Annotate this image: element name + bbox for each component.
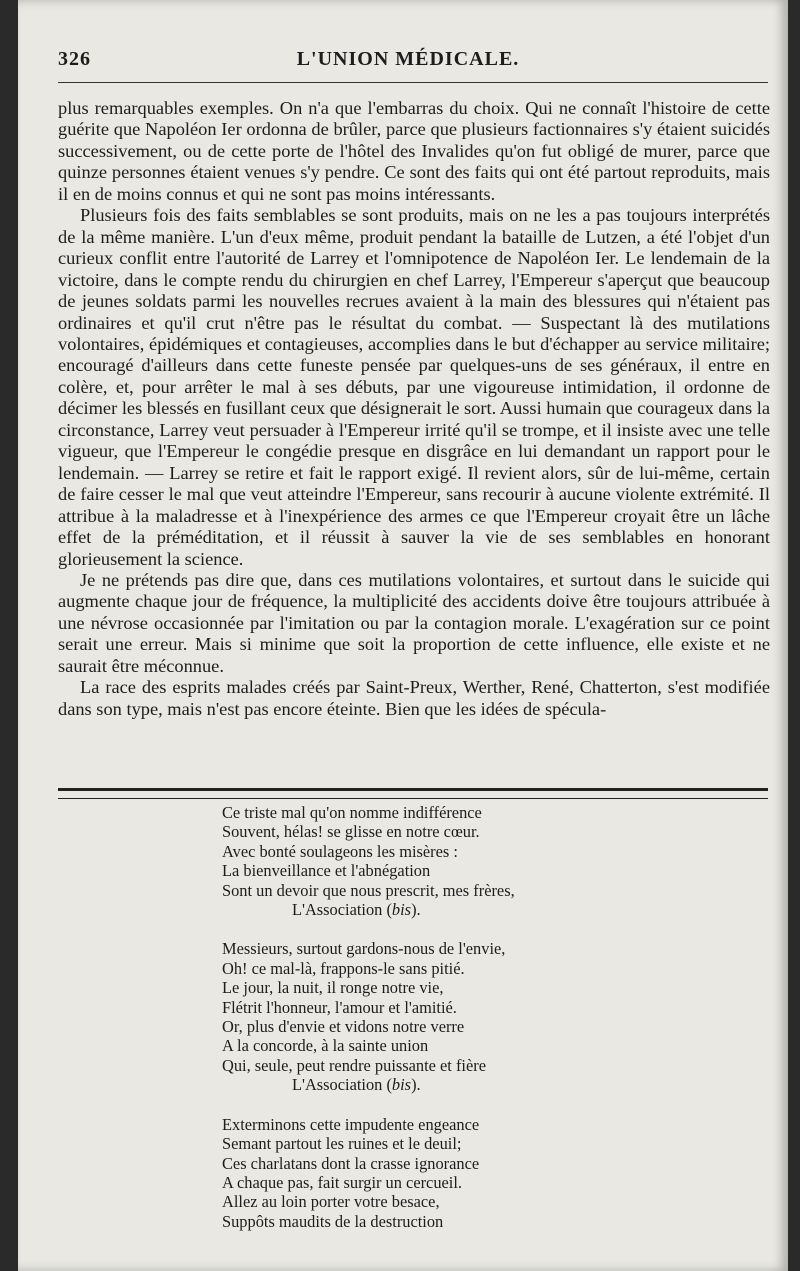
- verse-line: Messieurs, surtout gardons-nous de l'envie,: [222, 939, 506, 959]
- verse-line: Allez au loin porter votre besace,: [222, 1192, 440, 1212]
- journal-title: L'UNION MÉDICALE.: [296, 48, 520, 70]
- verse-line: Ces charlatans dont la crasse ignorance: [222, 1153, 480, 1173]
- document-page: [18, 0, 788, 1271]
- section-divider: [58, 788, 768, 799]
- refrain-text: L'Association: [292, 900, 383, 920]
- verse-line: Qui, seule, peut rendre puissante et fière: [222, 1055, 486, 1075]
- verse-line: Flétrit l'honneur, l'amour et l'amitié.: [222, 997, 457, 1017]
- verse-line: Avec bonté soulageons les misères :: [222, 841, 458, 861]
- verse-line: Oh! ce mal-là, frappons-le sans pitié.: [222, 958, 465, 978]
- verse-line: A la concorde, à la sainte union: [222, 1036, 429, 1056]
- verse-line: Sont un devoir que nous prescrit, mes frères,: [222, 880, 515, 900]
- paragraph: plus remarquables exemples. On n'a que l'embarras du choix. Qui ne connaît l'histoire de cette guérite que Napoléon Ier ordonna de brûler, parce que plusieurs factionnaires s'y étaient suicidés successivement, ou de cette porte de l'hôtel des Invalides qu'on fut obligé de murer, parce que quinze personnes étaient venues s'y pendre. Ce sont des faits qui ont été partout reproduits, mais il en de moins connus et qui ne sont pas moins intéressants.: [58, 98, 770, 204]
- verse-line: Le jour, la nuit, il ronge notre vie,: [222, 978, 444, 998]
- page-header: [58, 46, 758, 76]
- refrain: L'Association (bis).: [292, 900, 421, 920]
- verse-line: Or, plus d'envie et vidons notre verre: [222, 1017, 465, 1037]
- verse-line: A chaque pas, fait surgir un cercueil.: [222, 1172, 463, 1192]
- stanza-2: [222, 939, 642, 1094]
- page-number: 326: [58, 48, 91, 70]
- paragraph: Je ne prétends pas dire que, dans ces mutilations volontaires, et surtout dans le suicide qui augmente chaque jour de fréquence, la multiplicité des accidents doive être toujours attribuée à une névrose occasionnée par l'imitation ou par la contagion morale. L'exagération sur ce point serait une erreur. Mais si minime que soit la proportion de cette influence, elle existe et ne saurait être méconnue.: [58, 569, 770, 676]
- header-rule: [58, 82, 768, 83]
- verse-line: Suppôts maudits de la destruction: [222, 1211, 444, 1231]
- song-verses: [222, 803, 642, 1251]
- paragraph: La race des esprits malades créés par Saint-Preux, Werther, René, Chatterton, s'est modifiée dans son type, mais n'est pas encore éteinte. Bien que les idées de spécula-: [58, 677, 770, 719]
- refrain-suffix: bis: [391, 900, 412, 920]
- refrain: L'Association (bis).: [292, 1075, 421, 1095]
- verse-line: Exterminons cette impudente engeance: [222, 1114, 480, 1134]
- verse-line: Semant partout les ruines et le deuil;: [222, 1134, 462, 1154]
- verse-line: Souvent, hélas! se glisse en notre cœur.: [222, 822, 480, 842]
- article-body: [58, 98, 770, 720]
- refrain-text: L'Association: [292, 1075, 383, 1095]
- refrain-suffix: bis: [391, 1075, 412, 1095]
- verse-line: La bienveillance et l'abnégation: [222, 861, 431, 881]
- verse-line: Ce triste mal qu'on nomme indifférence: [222, 803, 482, 822]
- stanza-3: [222, 1115, 642, 1231]
- stanza-1: [222, 803, 642, 919]
- paragraph: Plusieurs fois des faits semblables se sont produits, mais on ne les a pas toujours interprétés de la même manière. L'un d'eux même, produit pendant la bataille de Lutzen, a été l'objet d'un curieux conflit entre l'autorité de Larrey et l'omnipotence de Napoléon Ier. Le lendemain de la victoire, dans le compte rendu du chirurgien en chef Larrey, l'Empereur s'aperçut que beaucoup de jeunes soldats parmi les nouvelles recrues avaient à la main des blessures qui n'étaient pas ordinaires et qu'il crut n'être pas le résultat du combat. — Suspectant là des mutilations volontaires, épidémiques et contagieuses, accomplies dans le but d'échapper au service militaire; encouragé d'ailleurs dans cette funeste pensée par quelques-uns de ses généraux, il entre en colère, et, pour arrêter le mal à ses débuts, par une vigoureuse intimidation, il ordonne de décimer les blessés en fusillant ceux que désignerait le sort. Aussi humain que courageux dans la circonstance, Larrey veut persuader à l'Empereur irrité qu'il se trompe, et il insiste avec une telle vigueur, que l'Empereur le congédie presque en disgrâce en lui demandant un rapport pour le lendemain. — Larrey se retire et fait le rapport exigé. Il revient alors, sûr de lui-même, certain de faire cesser le mal que veut atteindre l'Empereur, sans recourir à aucune violente extrémité. Il attribue à la maladresse et à l'inexpérience des armes ce que l'Empereur croyait être un lâche effet de la préméditation, et il réussit à sauver la vie de ses semblables en honorant glorieusement la science.: [58, 205, 770, 569]
